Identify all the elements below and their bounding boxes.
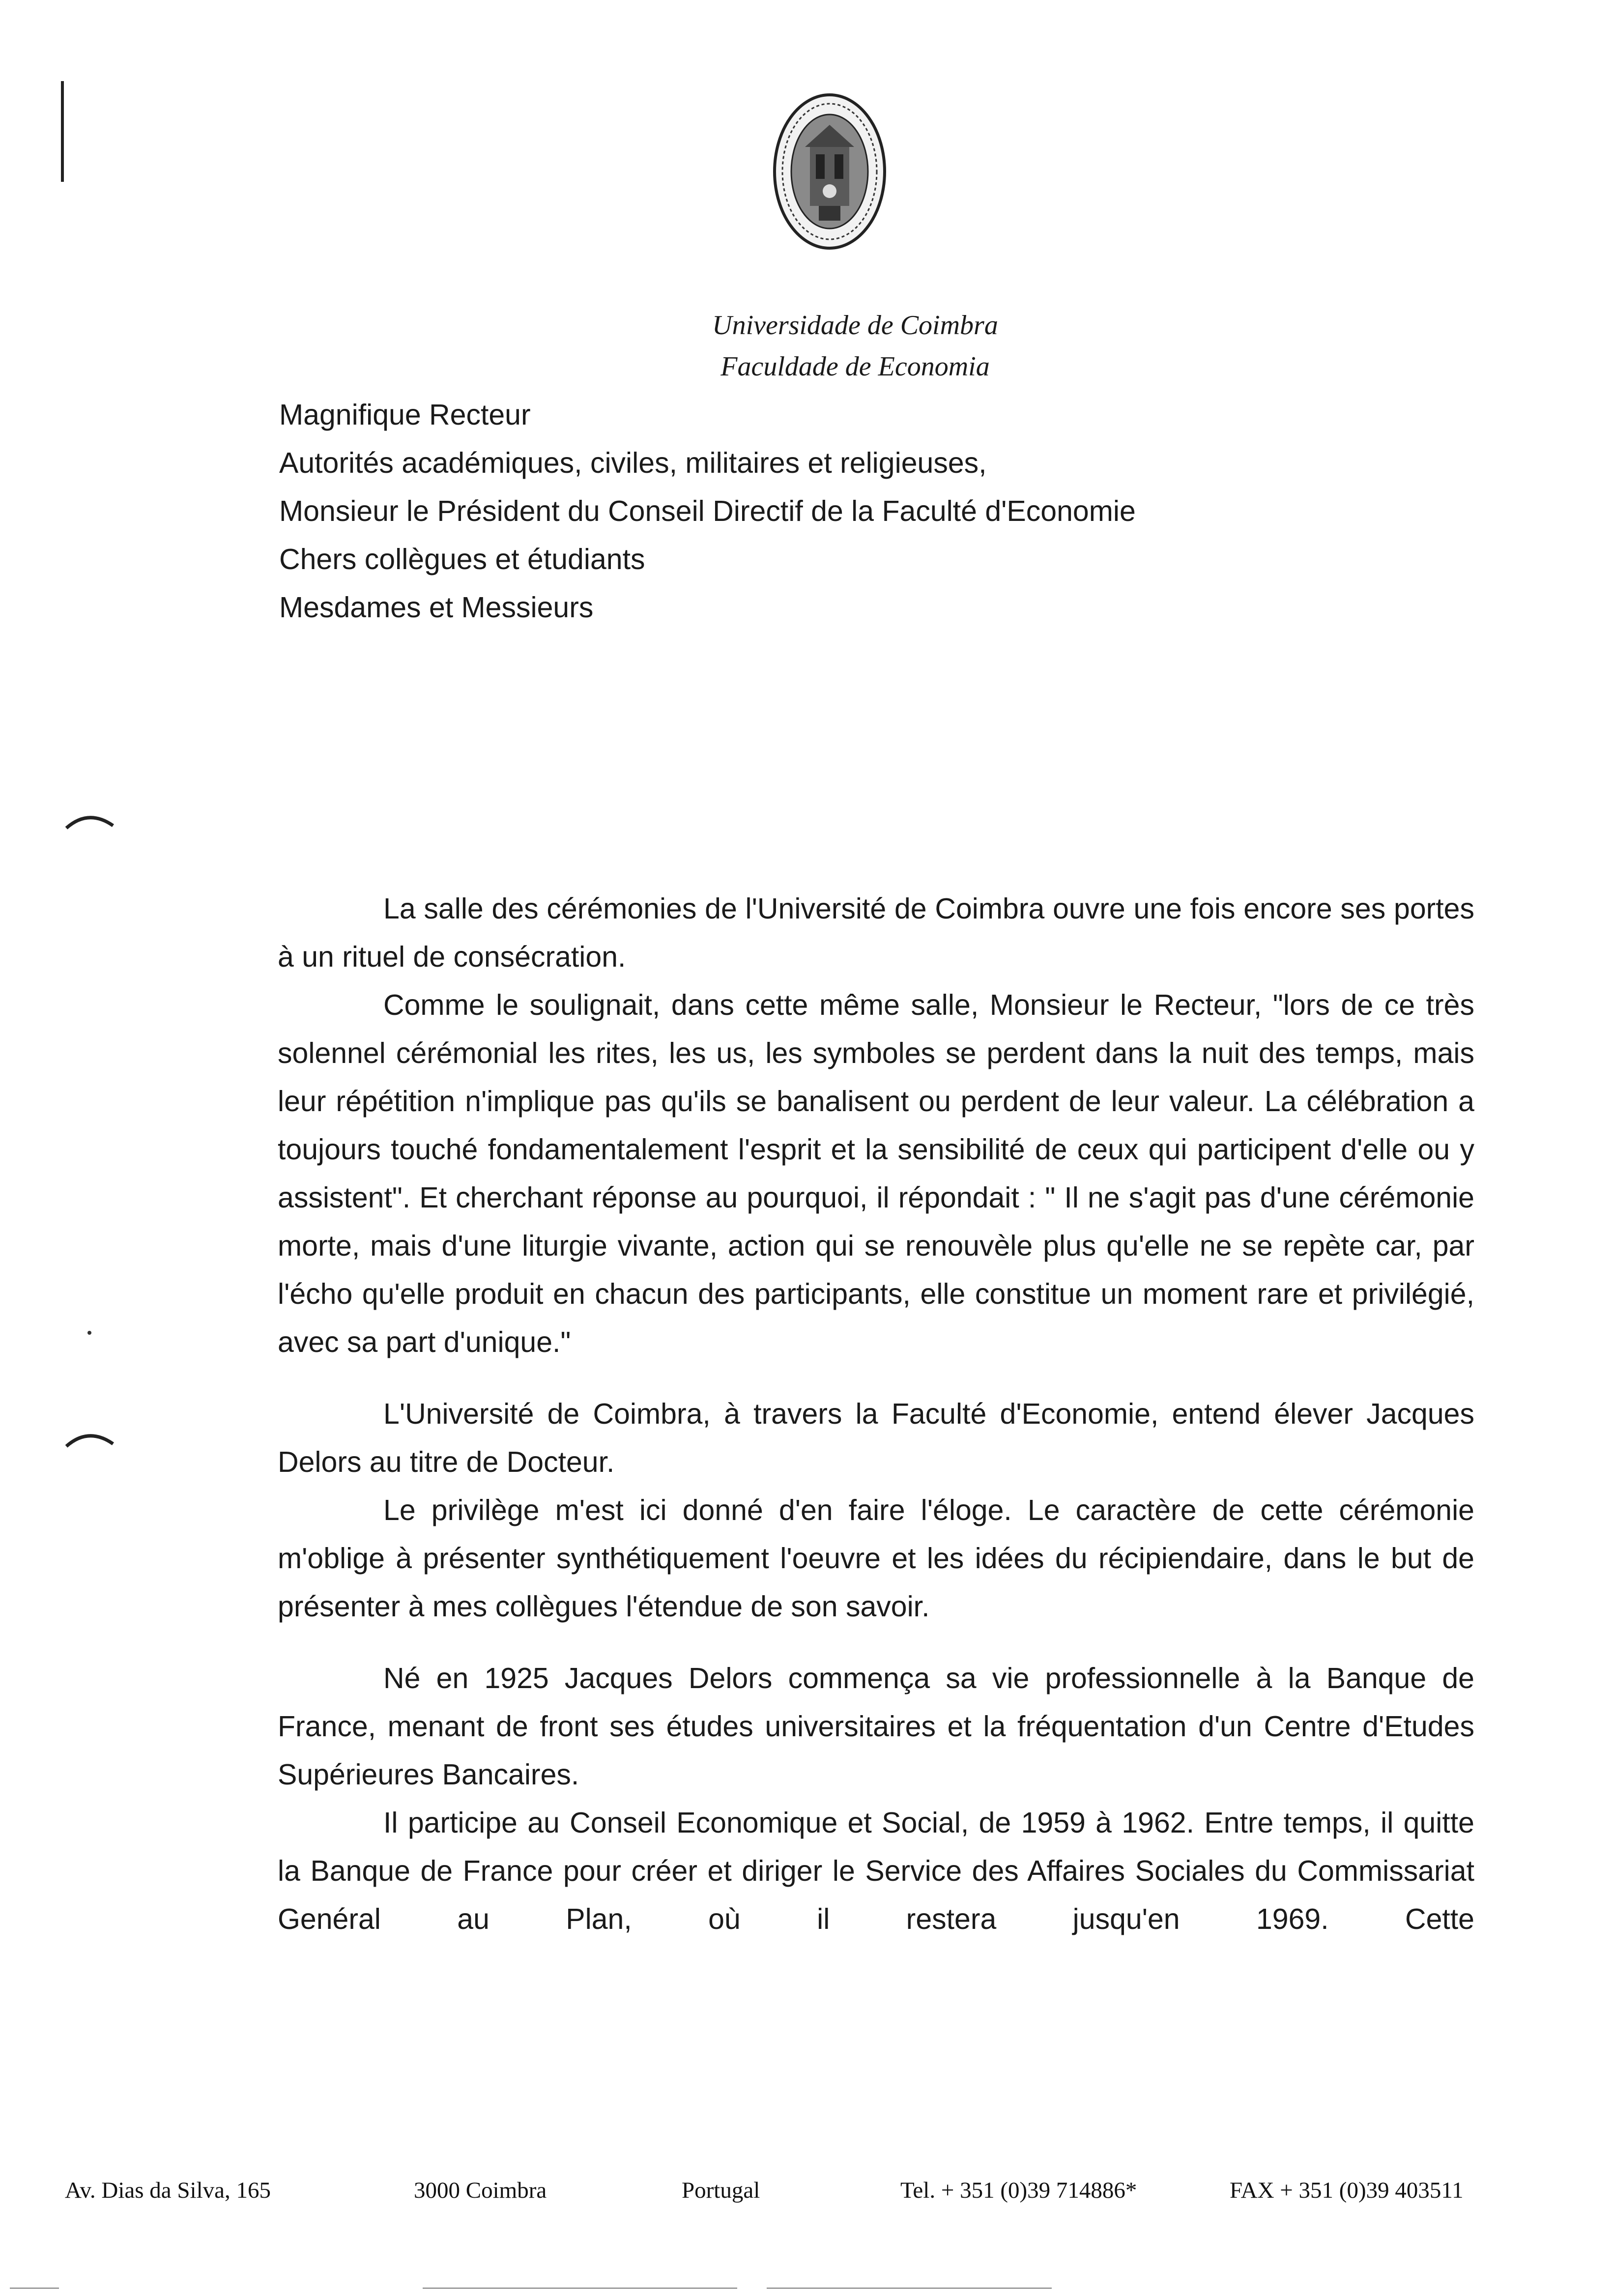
salutation-line: Chers collègues et étudiants: [279, 543, 645, 575]
footer-divider: [423, 2288, 737, 2289]
footer-divider: [10, 2288, 59, 2289]
body-paragraph: L'Université de Coimbra, à travers la Faculté d'Economie, entend élever Jacques Delors au titre de Docteur.: [278, 1398, 1474, 1478]
footer-fax: FAX + 351 (0)39 403511: [1230, 2178, 1464, 2203]
footer-tel: Tel. + 351 (0)39 714886*: [900, 2178, 1137, 2203]
salutation-line: Monsieur le Président du Conseil Directif de la Faculté d'Economie: [279, 495, 1136, 527]
body-paragraph: La salle des cérémonies de l'Université de Coimbra ouvre une fois encore ses portes à un rituel de consécration.: [278, 892, 1474, 973]
footer-divider: [767, 2288, 1052, 2289]
salutation-line: Magnifique Recteur: [279, 399, 531, 431]
footer-street: Av. Dias da Silva, 165: [65, 2178, 271, 2203]
speech-body: [278, 885, 1474, 1943]
footer-city: 3000 Coimbra: [414, 2178, 547, 2203]
body-paragraph: Né en 1925 Jacques Delors commença sa vie professionnelle à la Banque de France, menant de front ses études universitaires et la fréquentation d'un Centre d'Etudes Supérieures Bancaires.: [278, 1662, 1474, 1791]
body-paragraph: Comme le soulignait, dans cette même salle, Monsieur le Recteur, "lors de ce très solennel cérémonial les rites, les us, les symboles se perdent dans la nuit des temps, mais leur répétition n'implique pas qu'ils se banalisent ou perdent de leur valeur. La célébration a toujours touché fondamentalement l'esprit et la sensibilité de ceux qui participent d'elle ou y assistent". Et cherchant réponse au pourquoi, il répondait : " Il ne s'agit pas d'une cérémonie morte, mais d'une liturgie vivante, action qui se renouvèle plus qu'elle ne se repète car, par l'écho qu'elle produit en chacun des participants, elle constitue un moment rare et privilégié, avec sa part d'unique.": [278, 989, 1474, 1358]
scan-mark-dot: [87, 1331, 91, 1335]
scan-mark-top: [61, 81, 64, 182]
university-seal-icon: [771, 90, 889, 253]
institution-header: [634, 305, 1076, 387]
body-paragraph: Le privilège m'est ici donné d'en faire l'éloge. Le caractère de cette cérémonie m'oblige à présenter synthétiquement l'oeuvre et les idées du récipiendaire, dans le but de présenter à mes collègues l'étendue de son savoir.: [278, 1494, 1474, 1623]
address-footer: [65, 2177, 1539, 2211]
salutation-line: Autorités académiques, civiles, militaires et religieuses,: [279, 447, 987, 479]
faculty-name: Faculdade de Economia: [720, 351, 990, 382]
scan-mark-arc-2: [64, 1424, 118, 1454]
university-name: Universidade de Coimbra: [712, 310, 998, 341]
footer-country: Portugal: [682, 2178, 760, 2203]
salutation-line: Mesdames et Messieurs: [279, 591, 594, 624]
body-paragraph: Il participe au Conseil Economique et Social, de 1959 à 1962. Entre temps, il quitte la Banque de France pour créer et diriger le Service des Affaires Sociales du Commissariat Genéral au Plan, où il restera jusqu'en 1969. Cette: [278, 1807, 1474, 1935]
scan-mark-arc-1: [64, 806, 118, 835]
salutation-block: [279, 391, 1459, 631]
